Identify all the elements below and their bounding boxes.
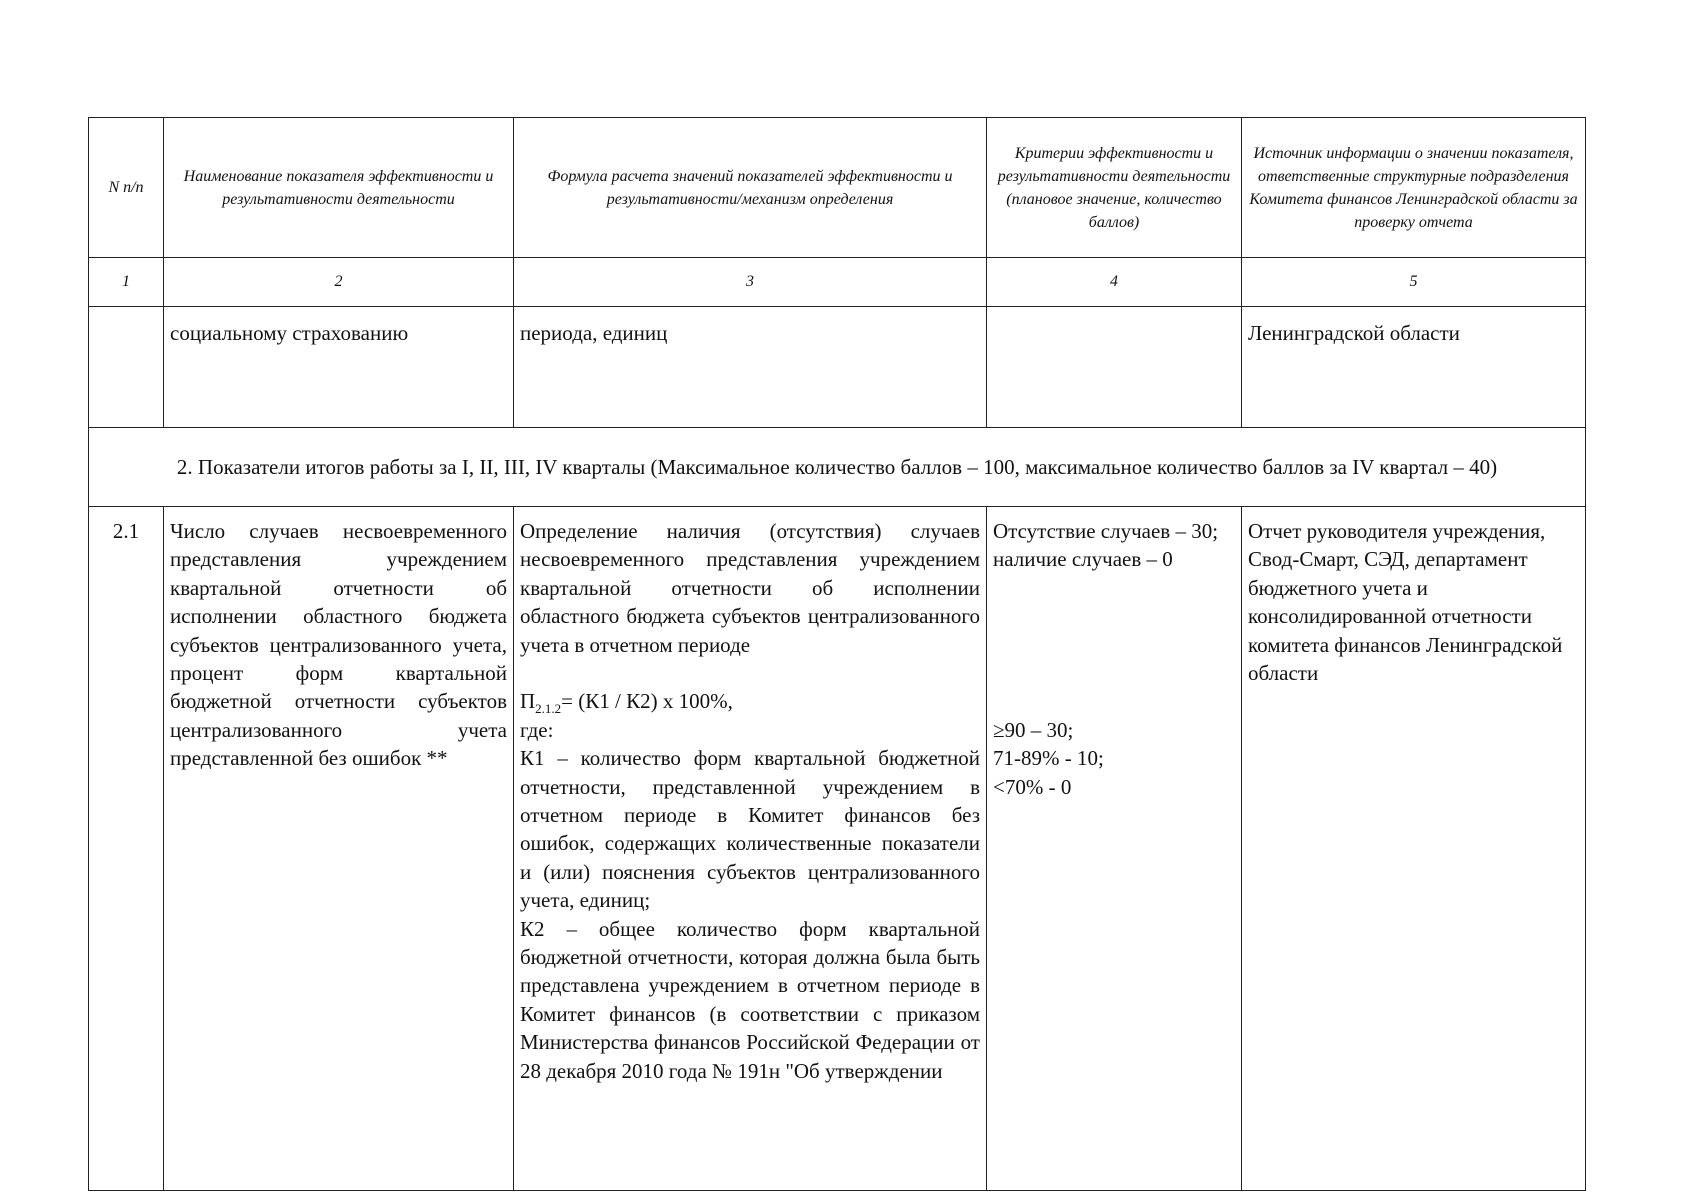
formula-intro: Определение наличия (отсутствия) случаев несвоевременного представления учреждением квартальной отчетности об исполнении областного бюджета субъектов централизованного учета в отчетном периоде [520, 519, 980, 657]
header-cell-number: N п/п [89, 118, 164, 258]
continuation-cell-formula: периода, единиц [514, 307, 987, 428]
formula-k1: К1 – количество форм квартальной бюджетной отчетности, представленной учреждением в отчетном периоде в Комитет финансов без ошибок, содержащих количественные показатели и (или) пояснения субъектов централизованного учета, единиц; [520, 746, 980, 913]
continuation-cell-name: социальному страхованию [164, 307, 514, 428]
continuation-cell-number [89, 307, 164, 428]
indicator-name: Число случаев несвоевременного представления учреждением квартальной отчетности об исполнении областного бюджета субъектов централизованного учета, процент форм квартальной бюджетной отчетности субъектов централизованного учета представленной без ошибок ** [164, 507, 514, 1191]
continuation-cell-source: Ленинградской области [1242, 307, 1586, 428]
formula-prefix: П [520, 689, 536, 714]
criteria-line: наличие случаев – 0 [993, 547, 1173, 572]
column-number: 5 [1242, 258, 1586, 307]
indicators-table [88, 117, 1586, 1191]
row-number: 2.1 [89, 507, 164, 1191]
formula-k2: К2 – общее количество форм квартальной бюджетной отчетности, которая должна была быть представлена учреждением в отчетном периоде в Комитет финансов (в соответствии с приказом Министерства финансов Российской Федерации от 28 декабря 2010 года № 191н "Об утверждении [520, 916, 980, 1083]
criteria-line: ≥90 – 30; [993, 717, 1074, 742]
formula-subscript: 2.1.2 [535, 701, 562, 717]
indicator-criteria [987, 507, 1242, 1191]
formula-expression [520, 687, 980, 715]
continuation-cell-criteria [987, 307, 1242, 428]
criteria-line: <70% - 0 [993, 774, 1072, 799]
column-number: 1 [89, 258, 164, 307]
column-number: 3 [514, 258, 987, 307]
continuation-row [89, 307, 1586, 428]
section-heading-row [89, 428, 1586, 507]
indicator-formula [514, 507, 987, 1191]
formula-where: где: [520, 717, 554, 742]
document-sheet [88, 117, 1585, 1191]
header-cell-source: Источник информации о значении показателя, ответственные структурные подразделения Комитета финансов Ленинградской области за проверку отчета [1242, 118, 1586, 258]
section-heading: 2. Показатели итогов работы за I, II, III, IV кварталы (Максимальное количество баллов – 100, максимальное количество баллов за IV квартал – 40) [89, 428, 1586, 507]
criteria-line: 71-89% - 10; [993, 746, 1104, 771]
criteria-line: Отсутствие случаев – 30; [993, 519, 1219, 543]
indicator-row-2-1 [89, 507, 1586, 1191]
column-number: 4 [987, 258, 1242, 307]
column-number-row [89, 258, 1586, 307]
formula-rest: = (К1 / К2) х 100%, [561, 689, 733, 714]
indicator-source: Отчет руководителя учреждения, Свод-Смарт, СЭД, департамент бюджетного учета и консолидированной отчетности комитета финансов Ленинградской области [1242, 507, 1586, 1191]
header-cell-criteria: Критерии эффективности и результативности деятельности (плановое значение, количество баллов) [987, 118, 1242, 258]
header-row [89, 118, 1586, 258]
header-cell-formula: Формула расчета значений показателей эффективности и результативности/механизм определения [514, 118, 987, 258]
header-cell-indicator-name: Наименование показателя эффективности и результативности деятельности [164, 118, 514, 258]
column-number: 2 [164, 258, 514, 307]
